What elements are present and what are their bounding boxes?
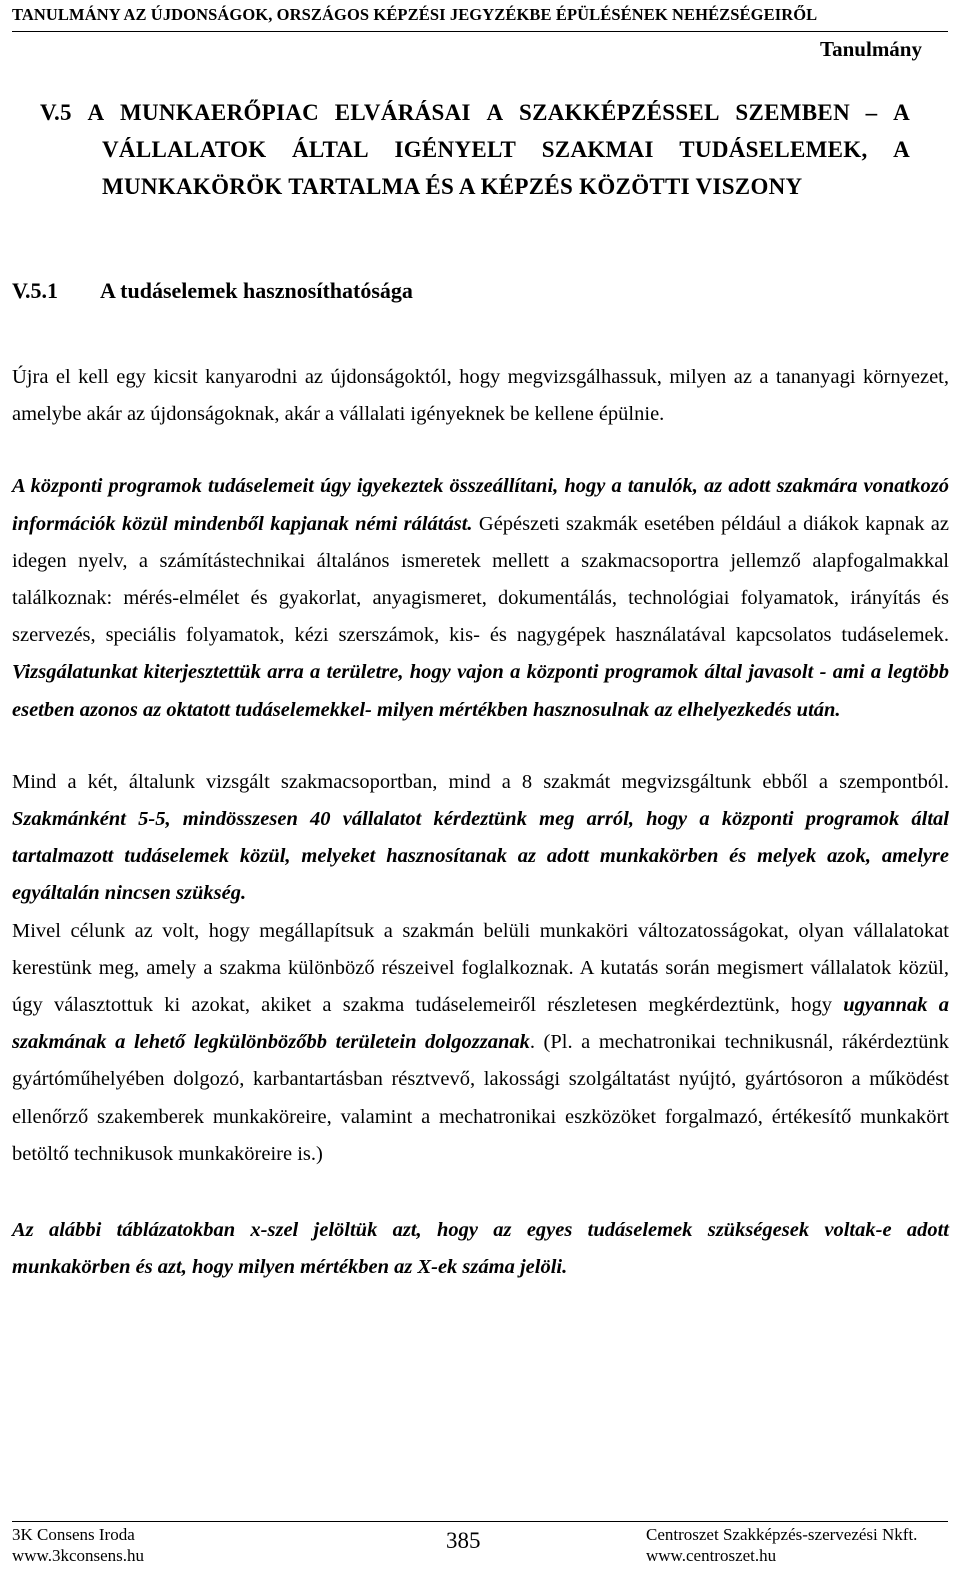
subsection-heading bbox=[12, 278, 912, 304]
emphasis-text: Vizsgálatunkat kiterjesztettük arra a területre, hogy vajon a központi programok által javasolt - ami a legtöbb esetben azonos az oktatott tudáselemekkel- milyen mértékben hasznosulnak az elhelyezkedés után. bbox=[12, 661, 949, 721]
paragraph-5: Az alábbi táblázatokban x-szel jelöltük azt, hogy az egyes tudáselemek szükségesek voltak-e adott munkakörben és azt, hogy milyen mértékben az X-ek száma jelöli. bbox=[12, 1219, 949, 1279]
footer-partner-website-link[interactable]: www.centroszet.hu bbox=[646, 1546, 777, 1565]
paragraph-text: Gépészeti szakmák esetében például a diákok kapnak az idegen nyelv, a számítástechnikai általános ismeretek mellett a szakmacsoportra jellemző alapfogalmakkal találkoznak: mérés-elmélet és gyakorlat, anyagismeret, dokumentálás, technológiai folyamatok, irányítás és szervezés, speciális folyamatok, kézi szerszámok, kis- és nagygépek használatával kapcsolatos tudáselemek. bbox=[12, 512, 949, 647]
running-header-title: TANULMÁNY AZ ÚJDONSÁGOK, ORSZÁGOS KÉPZÉSI JEGYZÉKBE ÉPÜLÉSÉNEK NEHÉZSÉGEIRŐL bbox=[12, 5, 818, 24]
emphasis-text: A központi programok tudáselemeit úgy igyekeztek összeállítani, hogy a tanulók, az adott szakmára vonatkozó információk közül mindenből kapjanak némi rálátást. bbox=[12, 475, 949, 535]
section-heading-line-2: VÁLLALATOK ÁLTAL IGÉNYELT SZAKMAI TUDÁSELEMEK, A bbox=[102, 137, 910, 162]
footer-organization: 3K Consens Iroda bbox=[12, 1525, 135, 1544]
section-heading-line-1: V.5 A MUNKAERŐPIAC ELVÁRÁSAI A SZAKKÉPZÉSSEL SZEMBEN – A bbox=[40, 100, 910, 125]
page-number: 385 bbox=[446, 1528, 481, 1553]
paragraph-4 bbox=[12, 913, 949, 1173]
paragraph-2 bbox=[12, 468, 949, 728]
footer-left bbox=[12, 1524, 144, 1566]
footer-website-link[interactable]: www.3kconsens.hu bbox=[12, 1546, 145, 1565]
footer-divider bbox=[12, 1521, 948, 1522]
subsection-title: A tudáselemek hasznosíthatósága bbox=[100, 278, 413, 303]
paragraph-text: Mind a két, általunk vizsgált szakmacsoportban, mind a 8 szakmát megvizsgáltunk ebből a szempontból. bbox=[12, 770, 949, 793]
header-divider bbox=[12, 31, 948, 32]
footer-partner: Centroszet Szakképzés-szervezési Nkft. bbox=[646, 1525, 918, 1544]
paragraph-text: Mivel célunk az volt, hogy megállapítsuk a szakmán belüli munkaköri változatosságokat, olyan vállalatokat kerestünk meg, amely a szakma különböző részeivel foglalkoznak. A kutatás során megismert vállalatok közül, úgy választottuk ki azokat, akiket a szakma tudáselemeiről részletesen megkérdeztünk, hogy bbox=[12, 919, 949, 1017]
section-heading bbox=[40, 94, 910, 205]
emphasis-text: ugyannak a szakmának a lehető legkülönbözőbb területein dolgozzanak bbox=[12, 994, 949, 1054]
paragraph-1: Újra el kell egy kicsit kanyarodni az újdonságoktól, hogy megvizsgálhassuk, milyen az a tananyagi környezet, amelybe akár az újdonságoknak, akár a vállalati igényeknek be kellene épülnie. bbox=[12, 366, 949, 426]
footer-right bbox=[646, 1524, 917, 1566]
section-heading-line-3: MUNKAKÖRÖK TARTALMA ÉS A KÉPZÉS KÖZÖTTI VISZONY bbox=[102, 174, 803, 199]
paragraph-text: . (Pl. a mechatronikai technikusnál, rákérdeztünk gyártóműhelyében dolgozó, karbantartásban résztvevő, lakossági szolgáltatást nyújtó, gyártósoron a működést ellenőrző szakemberek munkaköreire, valamint a mechatronikai eszközöket forgalmazó, értékesítő munkakört betöltő technikusok munkaköreire is.) bbox=[12, 1031, 949, 1165]
subsection-number: V.5.1 bbox=[12, 278, 59, 303]
emphasis-text: Szakmánként 5-5, mindösszesen 40 vállalatot kérdeztünk meg arról, hogy a központi programok által tartalmazott tudáselemek közül, melyeket hasznosítanak az adott munkakörben és melyek azok, amelyre egyáltalán nincsen szükség. bbox=[12, 808, 949, 905]
body-text bbox=[12, 359, 949, 1286]
running-header-subtitle: Tanulmány bbox=[820, 37, 922, 61]
paragraph-3 bbox=[12, 764, 949, 913]
